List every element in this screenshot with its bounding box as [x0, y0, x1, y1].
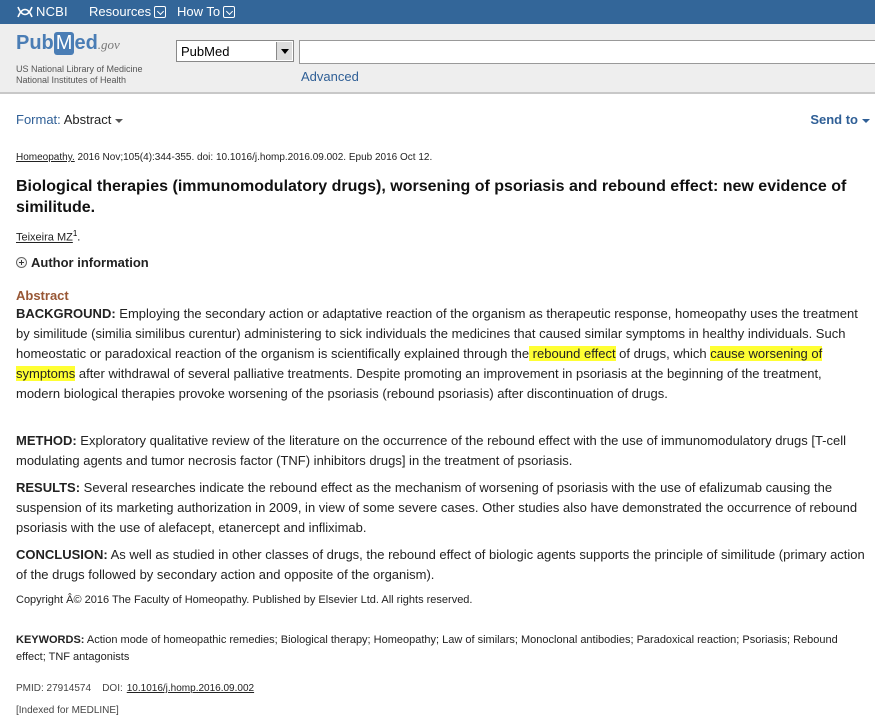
- results-label: RESULTS:: [16, 480, 81, 495]
- method-text: Exploratory qualitative review of the literature on the occurrence of the rebound effect with the use of immunomodulatory drugs [T-cell modulating agents and tumor necrosis factor (TNF) inhibitors drugs] in the treatment of psoriasis.: [16, 433, 847, 468]
- logo-gov: .gov: [97, 37, 120, 52]
- results-text: Several researches indicate the rebound effect as the mechanism of worsening of psoriasis with the use of efalizumab causing the suspension of its marketing authorization in 2009, in view of some severe cases. Other studies also have demonstrated the occurrence of rebound psoriasis with the use of alefacept, etanercept and infliximab.: [16, 480, 858, 535]
- article-identifiers: [16, 683, 254, 694]
- dropdown-arrow-icon[interactable]: [276, 42, 292, 60]
- database-select[interactable]: [176, 40, 294, 62]
- caret-down-icon: [115, 119, 123, 123]
- author-information-toggle[interactable]: [16, 255, 149, 270]
- resources-menu-label: Resources: [89, 4, 152, 19]
- logo-pub: Pub: [16, 32, 54, 54]
- conclusion-label: CONCLUSION:: [16, 547, 108, 562]
- citation-line: [16, 152, 432, 163]
- expand-plus-icon: [16, 257, 27, 268]
- resources-menu[interactable]: [89, 4, 166, 19]
- abstract-background: [16, 304, 866, 404]
- logo-ed: ed: [74, 32, 98, 54]
- abstract-results: [16, 478, 866, 538]
- journal-link[interactable]: Homeopathy.: [16, 152, 75, 163]
- send-to-menu[interactable]: [810, 112, 870, 127]
- format-control[interactable]: Format: Abstract: [16, 112, 123, 127]
- highlight-cause-worsening: cause worsening of symptoms: [16, 346, 823, 381]
- logo-m: M: [55, 32, 73, 54]
- how-to-menu[interactable]: [177, 4, 235, 19]
- keywords-label: KEYWORDS:: [16, 634, 85, 646]
- nlm-line-1: US National Library of Medicine: [16, 64, 143, 74]
- search-input[interactable]: [299, 40, 875, 64]
- keywords-text: Action mode of homeopathic remedies; Biological therapy; Homeopathy; Law of similars; Monoclonal antibodies; Paradoxical reaction; Psoriasis; Rebound effect; TNF antagonists: [16, 634, 838, 663]
- nlm-line-2: National Institutes of Health: [16, 75, 127, 85]
- abstract-conclusion: [16, 545, 866, 585]
- caret-down-icon: [862, 119, 870, 123]
- ncbi-logo-text: NCBI: [36, 4, 68, 19]
- method-label: METHOD:: [16, 433, 77, 448]
- abstract-heading: Abstract: [16, 288, 69, 303]
- format-value: Abstract: [63, 112, 112, 127]
- ncbi-logo[interactable]: [16, 4, 68, 19]
- search-header: [0, 24, 875, 94]
- ncbi-helix-icon: [16, 5, 34, 19]
- background-text-2: of drugs, which: [615, 346, 711, 361]
- doi-label: DOI:: [102, 683, 123, 694]
- author-information-label: Author information: [31, 255, 149, 270]
- highlight-rebound-effect: rebound effect: [529, 346, 616, 361]
- nlm-caption: [16, 64, 143, 86]
- how-to-menu-label: How To: [177, 4, 221, 19]
- indexed-for-medline: [Indexed for MEDLINE]: [16, 705, 119, 716]
- author-link[interactable]: Teixeira MZ: [16, 231, 73, 244]
- citation-details: 2016 Nov;105(4):344-355. doi: 10.1016/j.homp.2016.09.002. Epub 2016 Oct 12.: [74, 152, 433, 163]
- doi-link[interactable]: 10.1016/j.homp.2016.09.002: [126, 683, 255, 694]
- chevron-down-icon: [223, 6, 235, 18]
- author-list: Teixeira $MZ^1$.: [16, 229, 81, 244]
- chevron-down-icon: [154, 6, 166, 18]
- background-label: BACKGROUND:: [16, 306, 116, 321]
- database-select-value: PubMed: [181, 44, 230, 59]
- format-label: Format: [16, 112, 58, 127]
- advanced-search-link[interactable]: Advanced: [301, 69, 359, 84]
- send-to-label: Send to: [810, 112, 858, 127]
- background-text-1: Employing the secondary action or adaptative reaction of the organism as therapeutic response, homeopathy uses the treatment by similitude (similia similibus curentur) administering to sick individuals the medicines that caused similar symptoms in healthy individuals. Such homeostatic or paradoxical reaction of the organism is scientifically explained through the: [16, 306, 858, 361]
- copyright-notice: Copyright Â© 2016 The Faculty of Homeopathy. Published by Elsevier Ltd. All rights reserved.: [16, 594, 473, 606]
- author-affiliation-sup: 1: [72, 229, 78, 238]
- conclusion-text: As well as studied in other classes of drugs, the rebound effect of biologic agents supports the principle of similitude (primary action of the drugs followed by secondary action and opposite of the organism).: [16, 547, 865, 582]
- pmid: PMID: 27914574: [16, 683, 92, 694]
- article-title: Biological therapies (immunomodulatory drugs), worsening of psoriasis and rebound effect: new evidence of similitude.: [16, 178, 847, 216]
- abstract-method: [16, 431, 866, 471]
- ncbi-top-bar: [0, 0, 875, 24]
- keywords-block: [16, 632, 861, 666]
- background-text-3: after withdrawal of several palliative treatments. Despite promoting an improvement in psoriasis at the beginning of the treatment, modern biological therapies provoke worsening of the psoriasis (rebound psoriasis) after discontinuation of drugs.: [16, 366, 822, 401]
- pubmed-logo[interactable]: [16, 32, 120, 55]
